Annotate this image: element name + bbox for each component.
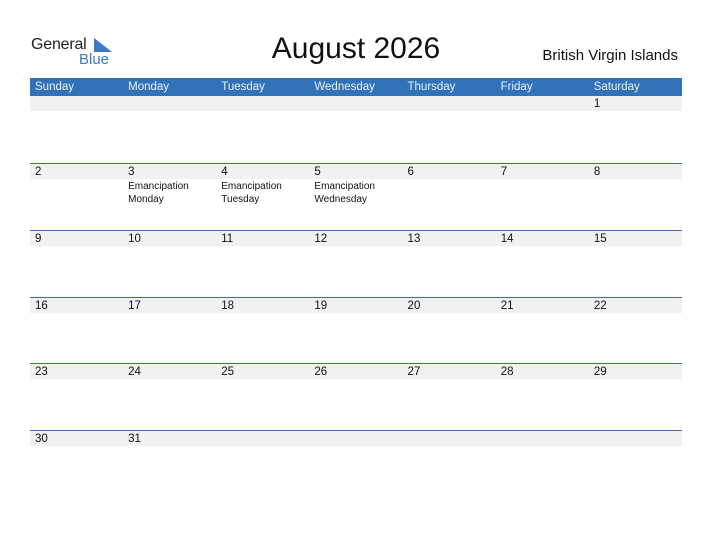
calendar-day-cell <box>589 163 682 230</box>
day-number: 30 <box>35 433 48 445</box>
calendar-day-cell <box>216 363 309 430</box>
weekday-saturday: Saturday <box>593 81 640 93</box>
calendar-day-cell <box>496 230 589 297</box>
holiday-label: Emancipation Wednesday <box>314 181 375 205</box>
day-number: 20 <box>407 300 421 312</box>
day-number: 1 <box>593 98 601 110</box>
calendar-day-cell <box>589 96 682 163</box>
day-number: 18 <box>221 300 235 312</box>
day-number: 21 <box>500 300 514 312</box>
calendar-day-cell <box>589 230 682 297</box>
calendar-day-cell <box>309 430 402 497</box>
day-number: 23 <box>35 366 48 378</box>
day-number: 4 <box>221 166 228 178</box>
calendar-title: August 2026 <box>271 32 441 65</box>
calendar-day-cell <box>216 163 309 230</box>
calendar-day-cell <box>309 96 402 163</box>
calendar-day-cell <box>403 163 496 230</box>
calendar-day-cell <box>403 363 496 430</box>
weekday-sunday: Sunday <box>35 81 75 93</box>
calendar-day-cell <box>496 297 589 364</box>
calendar-day-cell <box>123 297 216 364</box>
calendar-day-cell <box>216 297 309 364</box>
calendar-day-cell <box>496 96 589 163</box>
day-number: 17 <box>128 300 141 312</box>
calendar-day-cell <box>309 230 402 297</box>
calendar-day-cell <box>30 96 123 163</box>
calendar-day-cell <box>123 96 216 163</box>
weekday-thursday: Thursday <box>407 81 456 93</box>
day-number: 8 <box>593 166 601 178</box>
day-number: 7 <box>500 166 508 178</box>
day-number: 14 <box>500 233 514 245</box>
day-number: 9 <box>35 233 42 245</box>
calendar-day-cell <box>589 363 682 430</box>
calendar-week <box>30 163 682 230</box>
calendar-day-cell <box>30 430 123 497</box>
logo-text-general: General <box>31 36 87 53</box>
calendar-week <box>30 96 682 163</box>
calendar-day-cell <box>589 297 682 364</box>
calendar-week <box>30 230 682 297</box>
calendar-day-cell <box>30 163 123 230</box>
weekday-wednesday: Wednesday <box>314 81 375 93</box>
day-number: 29 <box>593 366 607 378</box>
day-number: 28 <box>500 366 514 378</box>
day-number: 15 <box>593 233 607 245</box>
calendar-day-cell <box>403 96 496 163</box>
calendar-day-cell <box>123 230 216 297</box>
calendar-day-cell <box>30 297 123 364</box>
calendar-day-cell <box>123 430 216 497</box>
calendar-day-cell <box>30 363 123 430</box>
day-number: 25 <box>221 366 235 378</box>
calendar-day-cell <box>216 230 309 297</box>
day-number: 24 <box>128 366 141 378</box>
logo-text-blue: Blue <box>79 51 110 68</box>
weekday-monday: Monday <box>128 81 170 93</box>
calendar-day-cell <box>216 96 309 163</box>
day-number: 3 <box>128 166 135 178</box>
calendar-day-cell <box>309 297 402 364</box>
holiday-label: Emancipation Tuesday <box>221 181 282 205</box>
day-number: 13 <box>407 233 421 245</box>
weekday-friday: Friday <box>500 81 533 93</box>
calendar-day-cell <box>309 363 402 430</box>
day-number: 26 <box>314 366 328 378</box>
calendar-day-cell <box>496 163 589 230</box>
weekday-tuesday: Tuesday <box>221 81 265 93</box>
day-number: 6 <box>407 166 414 178</box>
calendar-day-cell <box>123 163 216 230</box>
day-number: 27 <box>407 366 421 378</box>
calendar-day-cell <box>30 230 123 297</box>
calendar-week <box>30 363 682 430</box>
calendar-day-cell <box>403 230 496 297</box>
day-number: 22 <box>593 300 607 312</box>
day-number: 19 <box>314 300 328 312</box>
calendar-region: British Virgin Islands <box>542 47 678 64</box>
calendar-day-cell <box>403 297 496 364</box>
day-number: 5 <box>314 166 321 178</box>
day-number: 10 <box>128 233 141 245</box>
calendar-day-cell <box>216 430 309 497</box>
day-number: 16 <box>35 300 48 312</box>
calendar-day-cell <box>589 430 682 497</box>
day-number: 2 <box>35 166 42 178</box>
day-number: 31 <box>128 433 141 445</box>
calendar-day-cell <box>309 163 402 230</box>
day-number: 11 <box>221 233 234 245</box>
calendar-day-cell <box>496 430 589 497</box>
calendar-week <box>30 297 682 364</box>
calendar-week <box>30 430 682 497</box>
calendar-day-cell <box>496 363 589 430</box>
weekday-header-row <box>30 78 682 96</box>
calendar-day-cell <box>123 363 216 430</box>
calendar-day-cell <box>403 430 496 497</box>
day-number: 12 <box>314 233 328 245</box>
holiday-label: Emancipation Monday <box>128 181 189 205</box>
